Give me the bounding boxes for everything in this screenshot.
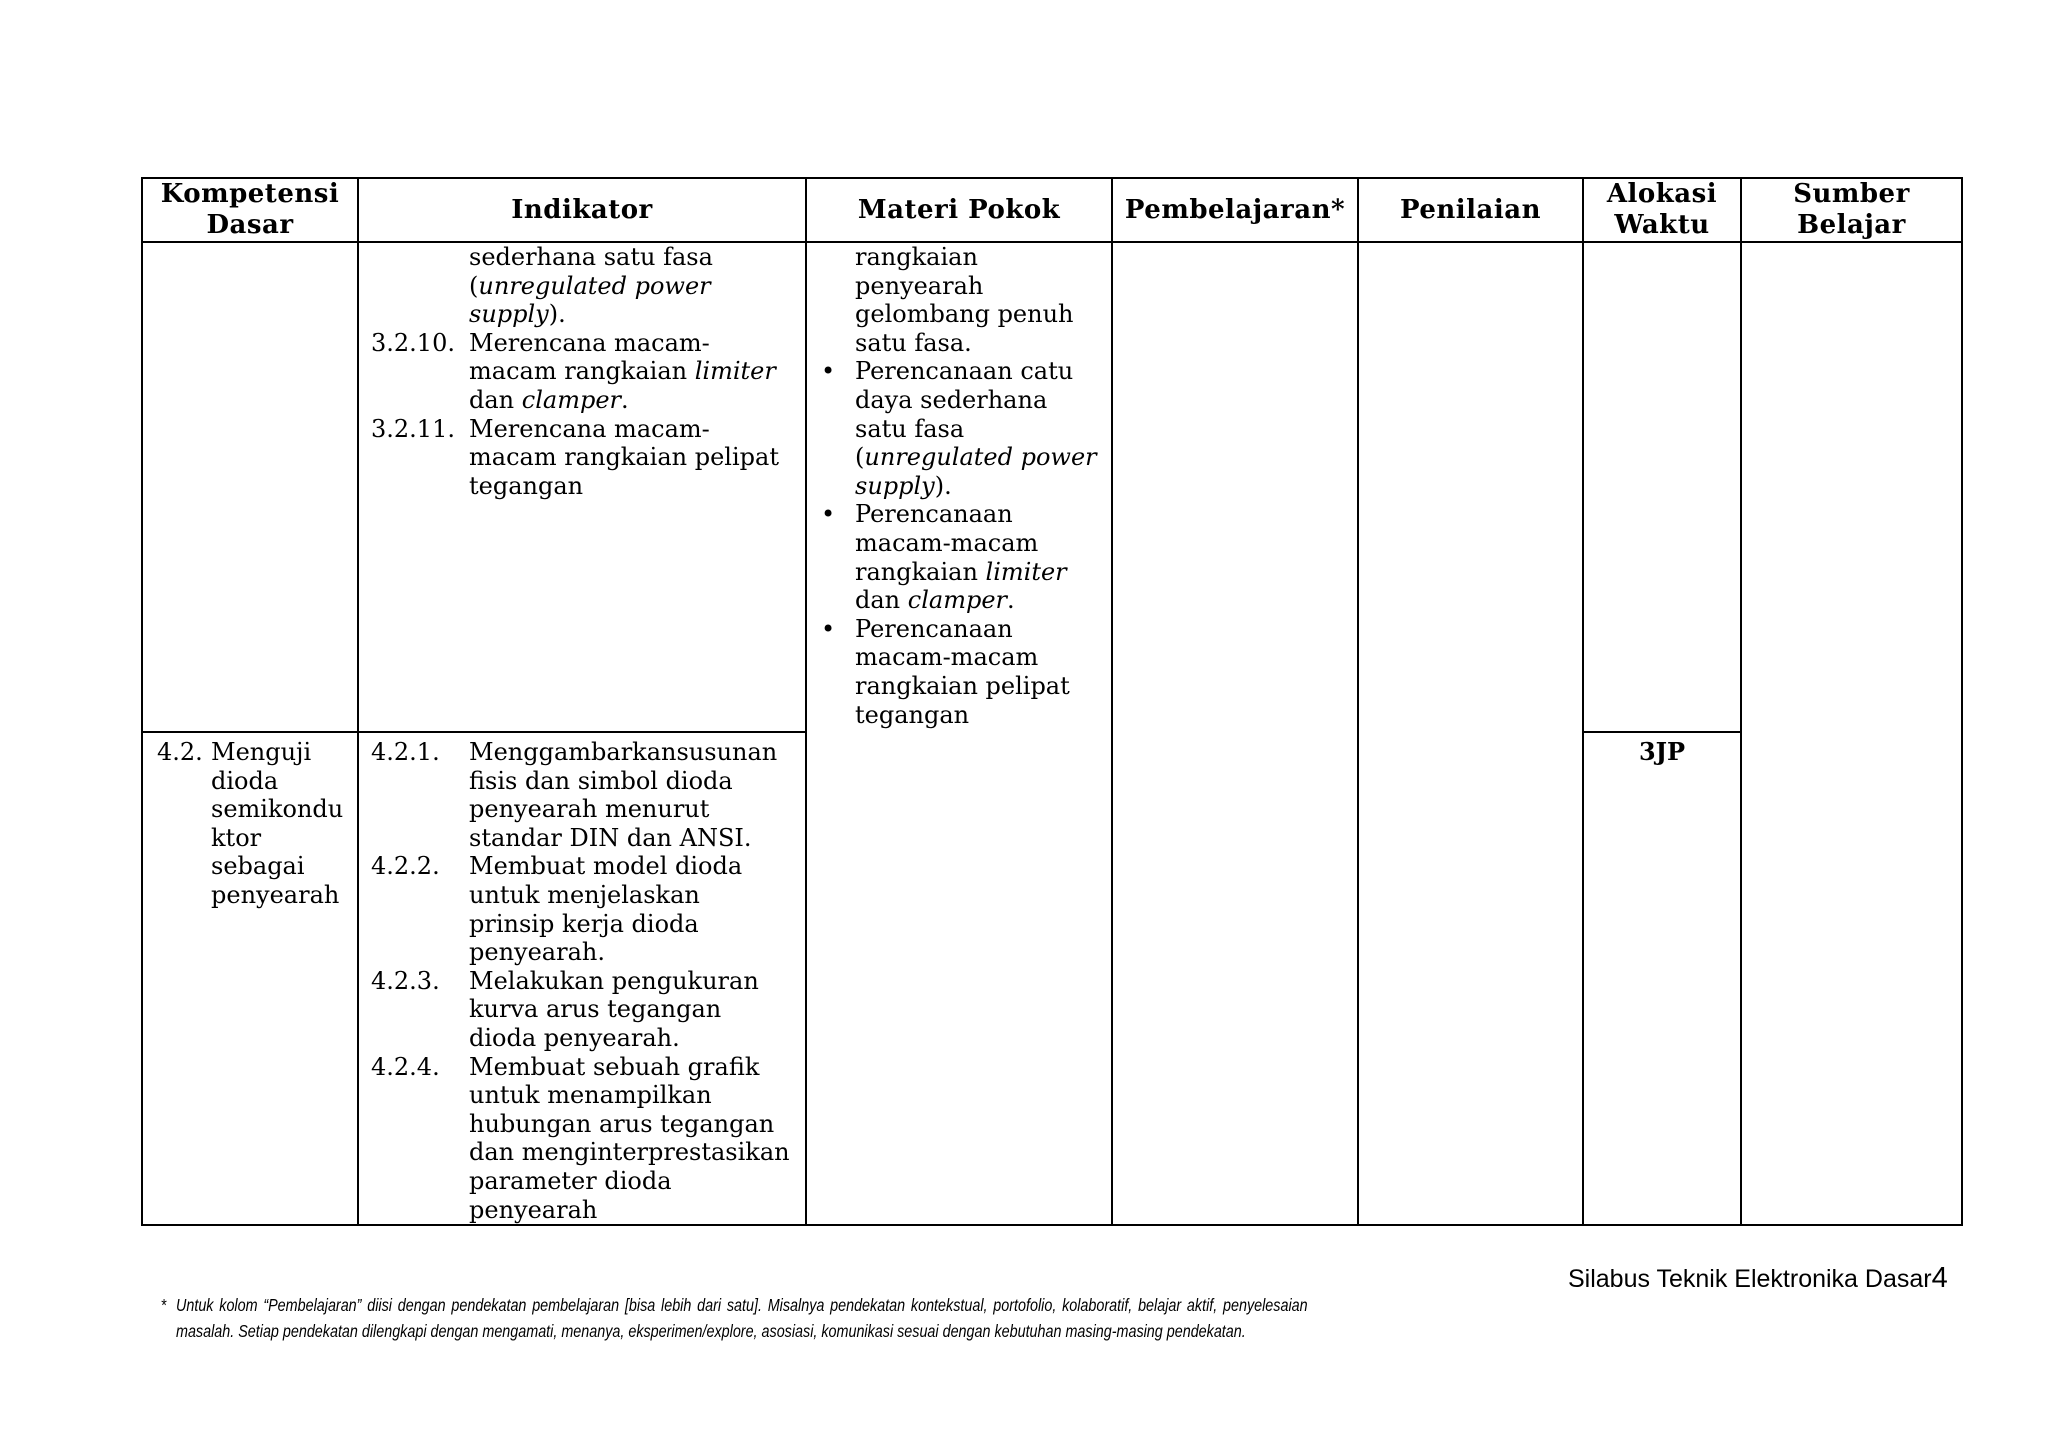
materi-pokok-cell	[806, 242, 1112, 1225]
header-pembelajaran: Pembelajaran*	[1112, 178, 1358, 242]
indikator-item: 4.2.1. Menggambarkansusunan fisis dan simbol dioda penyearah menurut standar DIN dan ANSI.	[371, 738, 778, 852]
indikator-item: 4.2.2. Membuat model dioda untuk menjelaskan prinsip kerja dioda penyearah.	[371, 852, 743, 967]
alokasi-value: 3JP	[1638, 737, 1686, 766]
footnote-text: Untuk kolom “Pembelajaran” diisi dengan pendekatan pembelajaran [bisa lebih dari satu]. Misalnya pendekatan kontekstual, portofolio, kolaboratif, belajar aktif, penyelesaian masalah. Setiap pendekatan dilengkapi dengan mengamati, menanya, eksperimen/explore, asosiasi, komunikasi sesuai dengan kebutuhan masing-masing pendekatan.	[176, 1295, 1308, 1341]
indikator-cell	[358, 242, 806, 732]
table-header-row	[142, 178, 1962, 242]
header-sumber-belajar: Sumber Belajar	[1741, 178, 1962, 242]
indikator-item: 4.2.4. Membuat sebuah grafik untuk menampilkan hubungan arus tegangan dan menginterprestasikan parameter dioda penyearah	[371, 1052, 790, 1224]
sumber-belajar-cell	[1741, 242, 1962, 1225]
kd-cell: 4.2. Menguji dioda semikondu ktor sebagai penyearah	[142, 732, 358, 1225]
footnote	[161, 1292, 1308, 1344]
penilaian-cell	[1358, 242, 1583, 1225]
table-row	[142, 242, 1962, 732]
materi-bullet-item: • Perencanaan macam-macam rangkaian pelipat tegangan	[821, 614, 1070, 729]
header-kompetensi-dasar: Kompetensi Dasar	[142, 178, 358, 242]
footnote-marker: *	[161, 1295, 167, 1315]
header-indikator: Indikator	[358, 178, 806, 242]
materi-continued: rangkaian penyearah gelombang penuh satu fasa.	[855, 243, 1074, 357]
page-number: 4	[1931, 1262, 1948, 1294]
header-alokasi-waktu: Alokasi Waktu	[1583, 178, 1741, 242]
indikator-item: 3.2.10. Merencana macam- macam rangkaian limiter dan clamper.	[371, 328, 776, 414]
footer-document-title: Silabus Teknik Elektronika Dasar4	[1568, 1262, 1948, 1294]
header-materi-pokok: Materi Pokok	[806, 178, 1112, 242]
indikator-cell	[358, 732, 806, 1225]
alokasi-cell-empty	[1583, 242, 1741, 732]
indikator-continued: sederhana satu fasa (unregulated power supply).	[469, 243, 713, 329]
syllabus-table	[141, 177, 1963, 1226]
materi-bullet-item: • Perencanaan macam-macam rangkaian limiter dan clamper.	[821, 500, 1067, 615]
indikator-item: 3.2.11. Merencana macam- macam rangkaian pelipat tegangan	[371, 414, 779, 500]
alokasi-waktu-cell	[1583, 732, 1741, 1225]
header-penilaian: Penilaian	[1358, 178, 1583, 242]
indikator-item: 4.2.3. Melakukan pengukuran kurva arus tegangan dioda penyearah.	[371, 966, 759, 1052]
kd-cell-empty	[142, 242, 358, 732]
materi-bullet-item: • Perencanaan catu daya sederhana satu fasa (unregulated power supply).	[821, 357, 1097, 500]
pembelajaran-cell	[1112, 242, 1358, 1225]
